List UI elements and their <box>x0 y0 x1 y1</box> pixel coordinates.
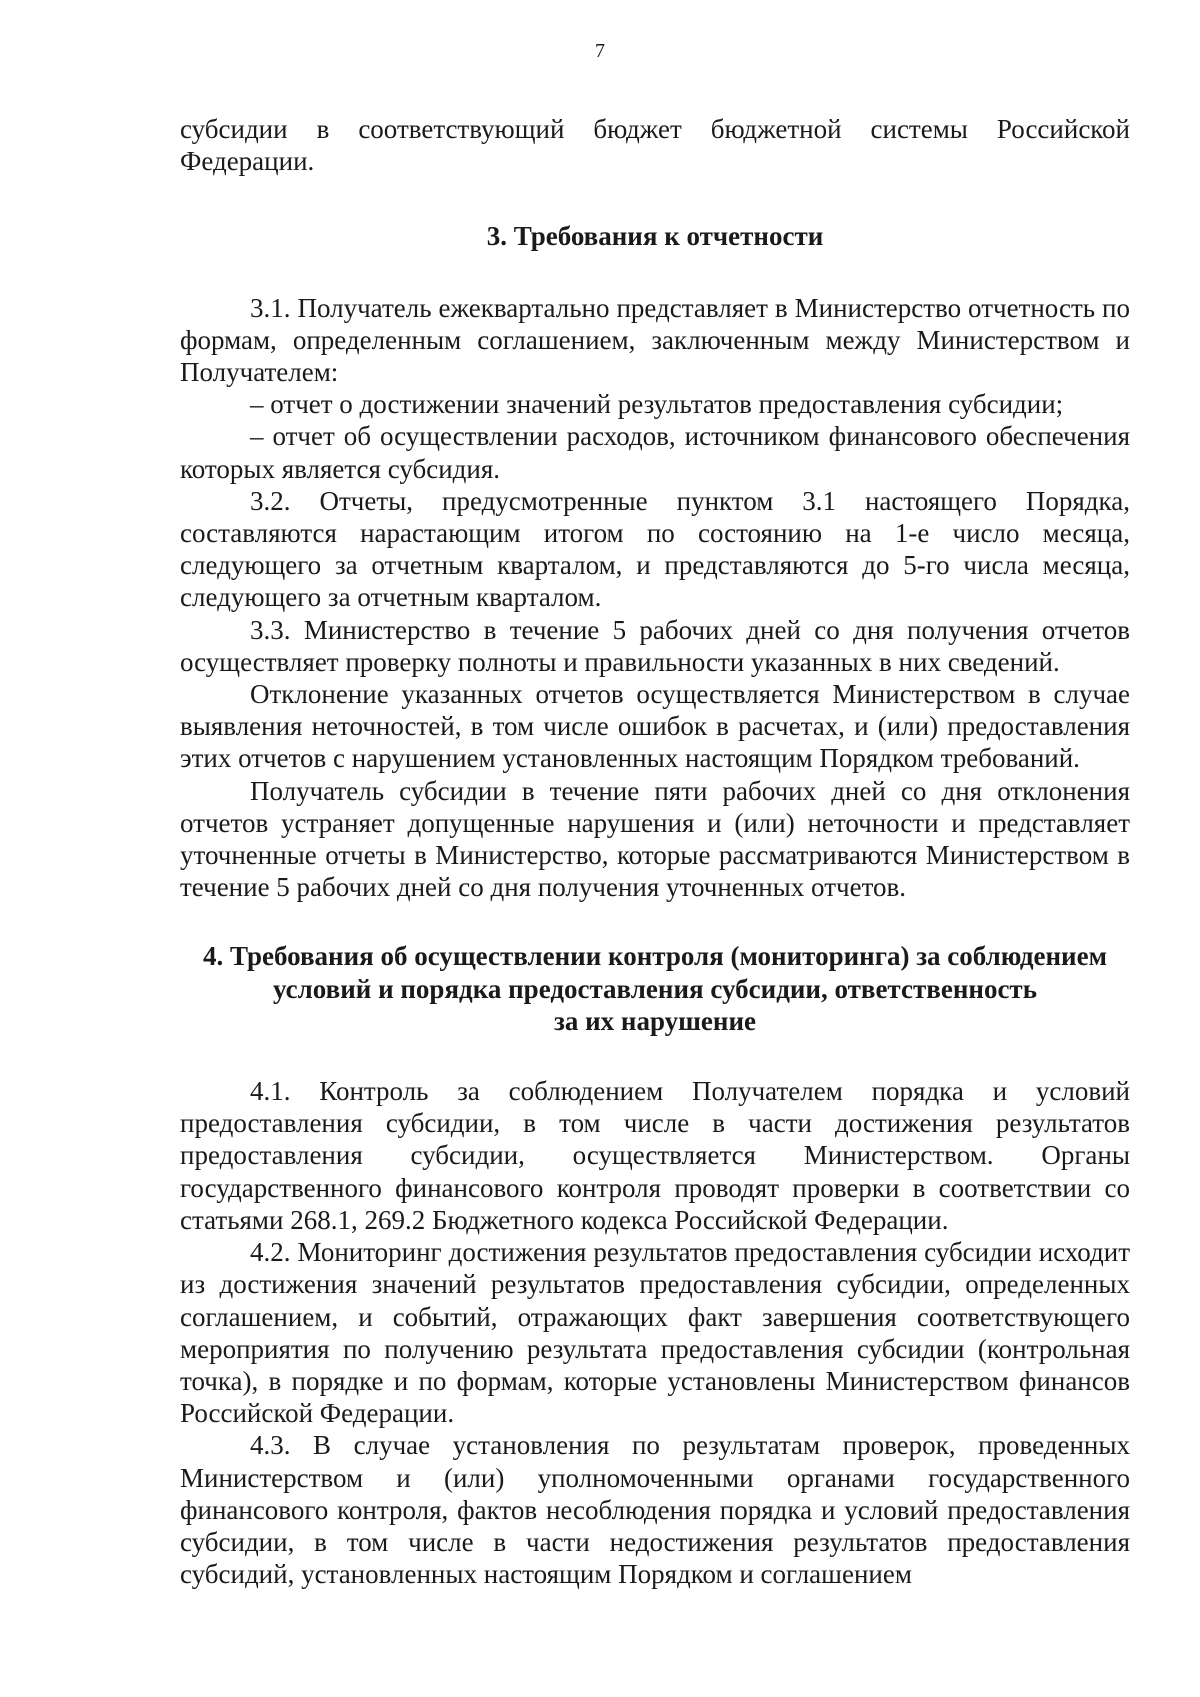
list-item-report-expenses: – отчет об осуществлении расходов, источником финансового обеспечения которых является субсидия. <box>180 421 1130 484</box>
paragraph-3-3: 3.3. Министерство в течение 5 рабочих дней со дня получения отчетов осуществляет проверку полноты и правильности указанных в них сведений. <box>180 614 1130 677</box>
paragraph-3-2: 3.2. Отчеты, предусмотренные пунктом 3.1 настоящего Порядка, составляются нарастающим итогом по состоянию на 1-е число месяца, следующего за отчетным кварталом, и представляются до 5-го числа месяца, следующего за отчетным кварталом. <box>180 485 1130 613</box>
paragraph-rejection: Отклонение указанных отчетов осуществляется Министерством в случае выявления неточностей, в том числе ошибок в расчетах, и (или) предоставления этих отчетов с нарушением установленных настоящим Порядком требований. <box>180 679 1130 774</box>
page-number: 7 <box>595 40 605 62</box>
section-3-title: 3. Требования к отчетности <box>486 221 824 252</box>
list-item-report-results: – отчет о достижении значений результатов предоставления субсидии; <box>250 389 1064 420</box>
paragraph-correction: Получатель субсидии в течение пяти рабочих дней со дня отклонения отчетов устраняет допущенные нарушения и (или) неточности и представляет уточненные отчеты в Министерство, которые рассматриваются Министерством в течение 5 рабочих дней со дня получения уточненных отчетов. <box>180 775 1130 903</box>
section-4-title-line: условий и порядка предоставления субсидии, ответственность <box>273 973 1037 1004</box>
paragraph-4-1: 4.1. Контроль за соблюдением Получателем порядка и условий предоставления субсидии, в том числе в части достижения результатов предоставления субсидии, осуществляется Министерством. Органы государственного финансового контроля проводят проверки в соответствии со статьями 268.1, 269.2 Бюджетного кодекса Российской Федерации. <box>180 1076 1130 1235</box>
section-4-title <box>180 940 1130 1037</box>
paragraph-continuation: субсидии в соответствующий бюджет бюджетной системы Российской Федерации. <box>180 114 1130 177</box>
paragraph-4-2: 4.2. Мониторинг достижения результатов предоставления субсидии исходит из достижения значений результатов предоставления субсидии, определенных соглашением, и событий, отражающих факт завершения соответствующего мероприятия по получению результата предоставления субсидии (контрольная точка), в порядке и по формам, которые установлены Министерством финансов Российской Федерации. <box>180 1237 1130 1429</box>
section-4-title-line: 4. Требования об осуществлении контроля (мониторинга) за соблюдением <box>203 941 1107 972</box>
paragraph-4-3: 4.3. В случае установления по результатам проверок, проведенных Министерством и (или) уполномоченными органами государственного финансового контроля, фактов несоблюдения порядка и условий предоставления субсидии, в том числе в части недостижения результатов предоставления субсидий, установленных настоящим Порядком и соглашением <box>180 1430 1130 1590</box>
paragraph-3-1: 3.1. Получатель ежеквартально представляет в Министерство отчетность по формам, определенным соглашением, заключенным между Министерством и Получателем: <box>180 292 1130 388</box>
document-body <box>180 113 1130 1590</box>
section-4-title-line: за их нарушение <box>554 1005 756 1036</box>
